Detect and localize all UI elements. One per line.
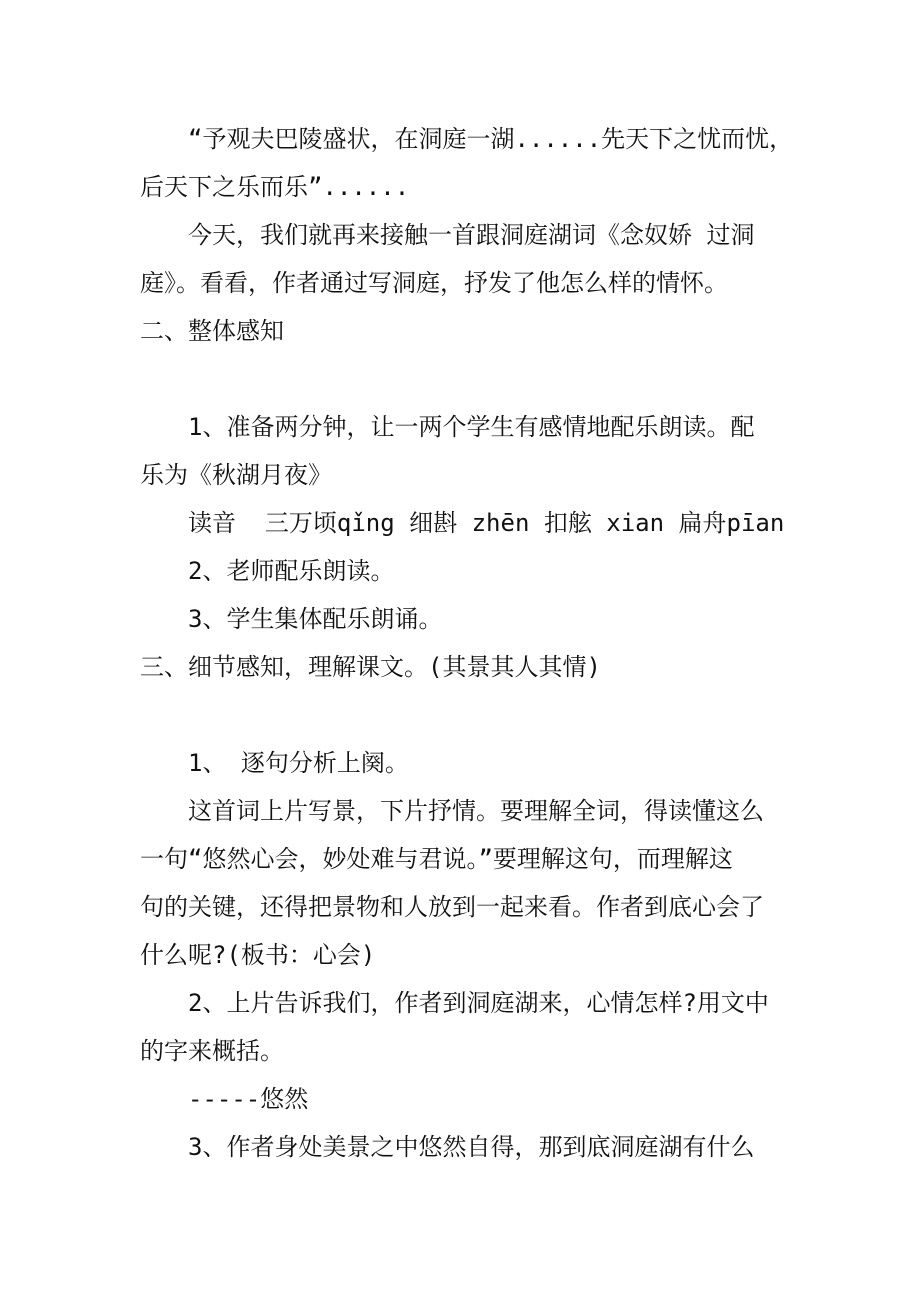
text-line: 1、准备两分钟，让一两个学生有感情地配乐朗读。配	[188, 413, 755, 441]
text-line: 后天下之乐而乐”......	[140, 173, 410, 201]
text-line: 乐为《秋湖月夜》	[140, 461, 332, 489]
text-line: 3、学生集体配乐朗诵。	[188, 605, 443, 633]
text-line: 3、作者身处美景之中悠然自得，那到底洞庭湖有什么	[188, 1133, 755, 1161]
text-line: 什么呢?(板书：心会)	[140, 941, 376, 969]
text-line: 这首词上片写景，下片抒情。要理解全词，得读懂这么	[188, 797, 764, 825]
text-line: 庭》。看看，作者通过写洞庭，抒发了他怎么样的情怀。	[140, 269, 728, 297]
section-heading: 三、细节感知，理解课文。(其景其人其情)	[140, 653, 601, 681]
text-line: “予观夫巴陵盛状，在洞庭一湖......先天下之忧而忧，	[188, 125, 794, 153]
section-heading: 二、整体感知	[140, 317, 284, 345]
text-line: 句的关键，还得把景物和人放到一起来看。作者到底心会了	[140, 893, 764, 921]
text-line: 2、上片告诉我们，作者到洞庭湖来，心情怎样?用文中	[188, 989, 769, 1017]
text-line: 一句“悠然心会，妙处难与君说。”要理解这句，而理解这	[140, 845, 733, 873]
text-line: 的字来概括。	[140, 1037, 284, 1065]
text-line: 2、老师配乐朗读。	[188, 557, 395, 585]
text-line: -----悠然	[188, 1085, 309, 1113]
pronunciation-line: 读音 三万顷qǐng 细斟 zhēn 扣舷 xian 扁舟pīan	[188, 509, 785, 537]
text-line: 1、 逐句分析上阕。	[188, 749, 409, 777]
text-line: 今天，我们就再来接触一首跟洞庭湖词《念奴娇 过洞	[188, 221, 755, 249]
